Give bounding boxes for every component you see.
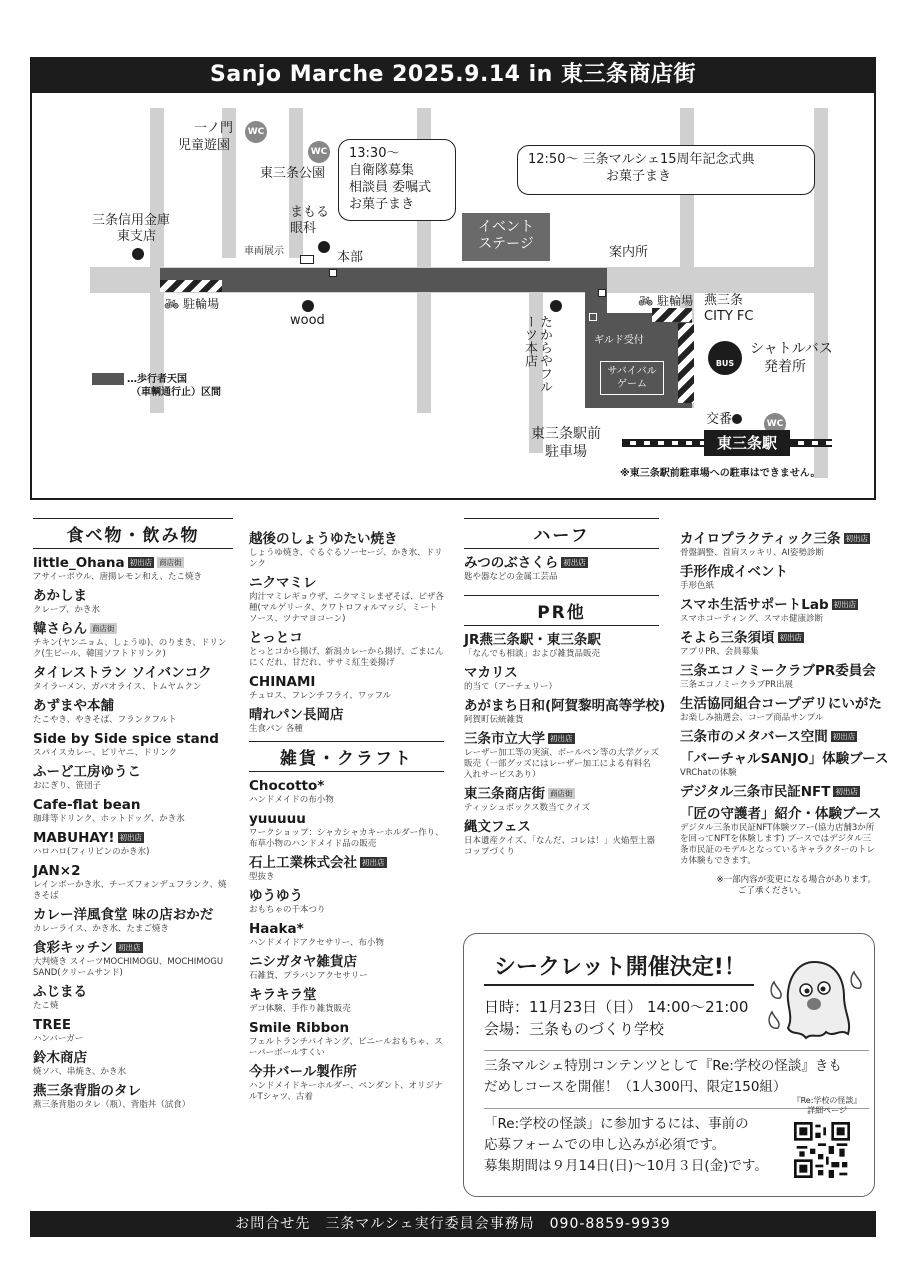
vendor-description: デコ体験、手作り雑貨販売	[249, 1004, 351, 1014]
label-takaraya: たからやフルーツ本店	[522, 315, 552, 393]
vendor-entry	[249, 707, 444, 735]
legend-swatch	[92, 373, 124, 385]
secret-event-box	[463, 933, 875, 1197]
qr-code-icon[interactable]	[794, 1122, 850, 1178]
station-label: 東三条駅	[704, 430, 790, 456]
vendor-description: 手形色紙	[680, 581, 715, 591]
label-citifc: 燕三条 CITY FC	[704, 293, 754, 324]
label-guild: ギルド受付	[594, 335, 644, 346]
vendor-description: たこ焼	[33, 1001, 59, 1011]
location-dot	[732, 414, 742, 424]
pr-heading: PR他	[464, 595, 659, 626]
vendor-entry	[249, 888, 444, 916]
vendor-name: 韓さらん 商店街	[33, 621, 115, 637]
vendor-name: 生活協同組合コープデリにいがた	[680, 696, 882, 712]
vendor-name: 晴れパン長岡店	[249, 707, 344, 723]
vendor-description: VRChatの体験	[680, 768, 737, 778]
vendor-name: 今井バール製作所	[249, 1064, 357, 1080]
vendor-entry	[249, 778, 444, 806]
vendor-entry	[680, 729, 876, 746]
vendor-description: 日本遺産クイズ、「なんだ、コレは！」火焔型土器コップづくり	[464, 836, 655, 857]
label-churinjo-left: 🚲︎ 駐輪場	[164, 297, 220, 311]
label-parking: 東三条駅前 駐車場	[531, 426, 601, 460]
vendor-name: タイレストラン ソイバンコク	[33, 665, 212, 681]
vendor-name: あずまや本舗	[33, 698, 114, 714]
vendor-description: デジタル三条市民証NFT体験ツアー(協力店舗3か所を回ってNFTを体験します) ブースではデジタル三条市民証のモデルとなっているキャラクターのトレカ体験もできます。	[680, 823, 875, 866]
event-map	[30, 93, 876, 500]
parking-note: ※東三条駅前駐車場への駐車はできません。	[620, 468, 821, 479]
contact-footer: お問合せ先 三条マルシェ実行委員会事務局 090-8859-9939	[30, 1211, 876, 1237]
vendor-name: ニシガタヤ雑貨店	[249, 954, 357, 970]
vendor-name: あかしま	[33, 588, 87, 604]
vendor-entry	[464, 555, 659, 583]
vendor-name: 石上工業株式会社 初出店	[249, 855, 385, 871]
label-shinkin: 三条信用金庫 東支店	[92, 213, 171, 244]
bicycle-icon: 🚲︎	[638, 294, 654, 308]
vendor-entry	[33, 1017, 233, 1045]
vendor-description: 石雑貨、プラバンアクセサリー	[249, 971, 368, 981]
vendor-entry	[33, 984, 233, 1012]
vendor-description: ハンドメイドアクセサリー、布小物	[249, 938, 384, 948]
vendor-entry	[249, 987, 444, 1015]
vendor-entry	[249, 1064, 444, 1103]
vendor-name: 鈴木商店	[33, 1050, 87, 1066]
vendor-name: スマホ生活サポートLab 初出店	[680, 597, 857, 613]
vendor-description: ワークショップ：シャカシャカキーホルダー作り、布草小物のハンドメイド品の販売	[249, 828, 444, 849]
vendor-name: カイロプラクティック三条 初出店	[680, 531, 869, 547]
vendor-entry	[464, 786, 659, 814]
vendor-entry	[249, 855, 444, 883]
secret-application: 「Re:学校の怪談」に参加するには、事前の 応募フォームでの申し込みが必須です。 募集期間は９月14日(日)〜10月３日(金)です。	[484, 1116, 768, 1174]
qr-label: 『Re:学校の怪談』 詳細ページ	[792, 1096, 862, 1115]
vendor-name: マカリス	[464, 665, 518, 681]
label-jido: 児童遊園	[178, 138, 231, 153]
first-store-badge: 初出店	[835, 787, 858, 796]
bicycle-icon: 🚲︎	[164, 297, 180, 311]
vendor-entry	[464, 698, 666, 726]
label-sharyo: 車両展示	[244, 246, 284, 257]
vendor-name: 食彩キッチン 初出店	[33, 940, 141, 956]
location-dot	[132, 248, 144, 260]
vendor-description: アプリPR、会員募集	[680, 647, 759, 657]
vendor-name: JAN×2	[33, 863, 81, 879]
label-honbu: 本部	[337, 250, 364, 265]
vendor-name: Smile Ribbon	[249, 1020, 350, 1036]
vendor-name: ゆうゆう	[249, 888, 303, 904]
vendor-description: チュロス、フレンチフライ、ワッフル	[249, 691, 392, 701]
vendor-entry	[33, 907, 233, 935]
label-koban: 交番	[706, 412, 733, 427]
first-store-badge: 初出店	[362, 858, 385, 867]
vendor-name: Haaka*	[249, 921, 304, 937]
vendor-entry	[680, 663, 876, 691]
vendor-entry	[680, 597, 876, 625]
vendor-entry	[249, 630, 444, 669]
vehicle-display-marker	[300, 255, 314, 264]
vendor-description: スマホコーティング、スマホ健康診断	[680, 614, 823, 624]
vendor-entry	[33, 764, 233, 792]
vendor-description: 生食パン 各種	[249, 724, 303, 734]
vendor-description: たこやき、やきそば、フランクフルト	[33, 715, 177, 725]
vendor-description: チキン(ヤンニョム、しょうゆ)、のりまき、ドリンク(生ビール、韓国ソフトドリンク)	[33, 638, 227, 659]
vendor-description: 「なんでも相談」および雑貨品販売	[464, 649, 601, 659]
vendor-description: カレーライス、かき氷、たまご焼き	[33, 924, 169, 934]
vendor-description: 三条エコノミークラブPR出展	[680, 680, 794, 690]
label-shuttle: シャトルバス 発着所	[750, 341, 833, 375]
vendor-entry	[33, 731, 233, 759]
vendor-entry	[33, 863, 233, 902]
vendor-name: みつのぶさくら 初出店	[464, 555, 586, 571]
vendor-entry	[33, 555, 233, 583]
vendor-entry	[464, 665, 659, 693]
change-note: ※一部内容が変更になる場合があります。 ご了承ください。	[716, 875, 876, 896]
first-store-badge: 初出店	[833, 600, 857, 609]
vendor-entry	[249, 531, 444, 570]
first-store-badge: 初出店	[563, 558, 586, 567]
half-heading: ハーフ	[464, 518, 659, 549]
bubble-jieitai: 13:30〜 自衛隊募集 相談員 委嘱式 お菓子まき	[338, 139, 456, 221]
label-annaijo: 案内所	[609, 245, 649, 260]
vendor-entry	[249, 1020, 444, 1059]
vendor-entry	[33, 698, 233, 726]
secret-venue: 会場：三条ものづくり学校	[484, 1020, 665, 1038]
location-dot	[318, 241, 330, 253]
vendor-description: おにぎり、笹団子	[33, 781, 102, 791]
legend-text: …歩行者天国 （車輌通行止）区間	[127, 374, 221, 398]
vendor-entry	[680, 806, 882, 867]
vendor-entry	[680, 564, 876, 592]
vendor-name: ふーど工房ゆうこ	[33, 764, 141, 780]
vendor-entry	[464, 819, 659, 858]
vendor-description: ハンドメイドの布小物	[249, 795, 334, 805]
page-title: Sanjo Marche 2025.9.14 in 東三条商店街	[30, 57, 876, 93]
vendor-description: フェルトランチバイキング、ビニールおもちゃ、スーパーボールすくい	[249, 1037, 443, 1058]
shotengai-badge: 商店街	[159, 558, 182, 567]
survival-game-area: サバイバル ゲーム	[600, 361, 664, 395]
vendor-entry	[249, 921, 444, 949]
vendor-entry	[249, 575, 444, 625]
vendor-description: スパイスカレー、ビリヤニ、ドリンク	[33, 748, 177, 758]
vendor-entry	[33, 665, 233, 693]
location-dot	[550, 300, 562, 312]
vendor-name: 「匠の守護者」紹介・体験ブース	[680, 806, 882, 822]
vendor-description: タイラーメン、ガパオライス、トムヤムクン	[33, 682, 202, 692]
vendor-entry	[33, 621, 233, 660]
honbu-marker	[329, 269, 337, 277]
vendor-entry	[680, 531, 876, 559]
vendor-name: 燕三条背脂のタレ	[33, 1083, 141, 1099]
wc-icon: WC	[764, 413, 786, 435]
event-stage: イベント ステージ	[462, 213, 550, 261]
vendor-name: Cafe-flat bean	[33, 797, 141, 813]
vendor-description: とっとコから揚げ、新潟カレーから揚げ、ごまにんにくだれ、甘だれ、ササミ紅生姜揚げ	[249, 647, 444, 668]
first-store-badge: 初出店	[832, 732, 856, 741]
vendor-name: 三条市立大学 初出店	[464, 731, 573, 747]
vendor-name: MABUHAY! 初出店	[33, 830, 143, 846]
vendor-entry	[680, 751, 889, 779]
first-store-badge: 初出店	[119, 833, 143, 842]
vendor-name: とっとコ	[249, 630, 303, 646]
vendor-description: 的当て（アーチェリー）	[464, 682, 557, 692]
vendor-entry	[464, 731, 659, 781]
vendor-entry	[249, 674, 444, 702]
vendor-entry	[33, 1050, 233, 1078]
vendor-name: CHINAMI	[249, 674, 316, 690]
vendor-description: 燕三条背脂のタレ（瓶）、背脂丼（試食）	[33, 1100, 191, 1110]
vendor-entry	[33, 830, 233, 858]
food-column	[33, 518, 233, 1116]
vendor-name: そよら三条須頃 初出店	[680, 630, 802, 646]
bus-icon: BUS	[708, 341, 742, 375]
vendor-name: yuuuuu	[249, 811, 306, 827]
vendor-description: レインボーかき氷、チーズフォンデュフランク、焼きそば	[33, 880, 227, 901]
secret-title: シークレット開催決定!！	[494, 955, 746, 980]
vendor-name: 三条エコノミークラブPR委員会	[680, 663, 876, 679]
vendor-entry	[249, 811, 444, 850]
wc-icon: WC	[245, 121, 267, 143]
craft-heading: 雑貨・クラフト	[249, 741, 444, 772]
vendor-name: デジタル三条市民証NFT 初出店	[680, 784, 858, 800]
guild-marker	[589, 313, 597, 321]
vendor-name: あがまち日和(阿賀黎明高等学校)	[464, 698, 666, 714]
vendor-description: おもちゃの千本つり	[249, 905, 326, 915]
vendor-name: 「バーチャルSANJO」体験ブース	[680, 751, 889, 767]
first-store-badge: 初出店	[129, 558, 153, 567]
vendor-name: ふじまる	[33, 984, 87, 1000]
label-wood: wood	[290, 313, 325, 328]
vendor-entry	[33, 797, 233, 825]
ghost-mascot-icon	[764, 952, 864, 1048]
vendor-name: Side by Side spice stand	[33, 731, 219, 747]
half-pr-column	[464, 518, 666, 863]
vendor-description: レーザー加工等の実演、ボールペン等の大学グッズ販売（一部グッズにはレーザー加工による有料名入れサービスあり）	[464, 748, 659, 780]
secret-date: 日時：11月23日（日） 14:00〜21:00	[484, 998, 749, 1016]
food-craft-column	[249, 531, 444, 1108]
vendor-name: TREE	[33, 1017, 72, 1033]
vendor-description: アサイーボウル、唐揚レモン和え、たこ焼き	[33, 572, 202, 582]
vendor-description: ハロハロ(フィリピンのかき氷)	[33, 847, 150, 857]
vendor-description: クレープ、かき氷	[33, 605, 100, 615]
label-ichinomon: 一ノ門	[194, 121, 234, 136]
vendor-name: 縄文フェス	[464, 819, 531, 835]
vendor-name: 手形作成イベント	[680, 564, 788, 580]
first-store-badge: 初出店	[550, 734, 573, 743]
vendor-description: 大判焼き スイーツMOCHIMOGU、MOCHIMOGU SAND(クリームサンド)	[33, 957, 224, 978]
pr-column-2	[680, 531, 889, 897]
vendor-description: ハンドメイドキーホルダー、ペンダント、オリジナルTシャツ、古着	[249, 1081, 443, 1102]
shotengai-badge: 商店街	[92, 624, 115, 633]
vendor-entry	[33, 588, 233, 616]
vendor-description: ハンバーガー	[33, 1034, 84, 1044]
annaijo-marker	[598, 289, 606, 297]
vendor-entry	[464, 632, 659, 660]
vendor-description: 阿賀町伝統雑貨	[464, 715, 524, 725]
vendor-description: しょうゆ焼き、ぐるぐるソーセージ、かき氷、ドリンク	[249, 548, 443, 569]
vendor-name: little_Ohana 初出店 商店街	[33, 555, 182, 571]
food-heading: 食べ物・飲み物	[33, 518, 233, 549]
vendor-name: キラキラ堂	[249, 987, 317, 1003]
vendor-entry	[249, 954, 444, 982]
vendor-description: お楽しみ抽選会、コープ商品サンプル	[680, 713, 824, 723]
vendor-entry	[680, 784, 876, 801]
label-mamoru: まもる 眼科	[290, 205, 330, 236]
vendor-name: 東三条商店街 商店街	[464, 786, 573, 802]
vendor-description: 肉汁マミレギョウザ、ニクマミレまぜそば、ピザ各種(マルゲリータ、クワトロフォルマッジ、ミートソース、ツナマヨコーン)	[249, 592, 444, 624]
vendor-description: 型抜き	[249, 872, 275, 882]
first-store-badge: 初出店	[845, 534, 869, 543]
vendor-description: 焼ソバ、串焼き、かき氷	[33, 1067, 126, 1077]
location-dot	[302, 300, 314, 312]
secret-description: 三条マルシェ特別コンテンツとして『Re:学校の怪談』きも だめしコースを開催！（1人300円、限定150組）	[484, 1058, 842, 1095]
vendor-name: ニクマミレ	[249, 575, 317, 591]
shotengai-badge: 商店街	[550, 789, 573, 798]
wc-icon: WC	[308, 141, 330, 163]
vendor-name: 三条市のメタバース空間 初出店	[680, 729, 856, 745]
vendor-description: 珈琲等ドリンク、ホットドッグ、かき氷	[33, 814, 185, 824]
vendor-entry	[680, 696, 882, 724]
vendor-name: カレー洋風食堂 味の店おかだ	[33, 907, 214, 923]
first-store-badge: 初出店	[779, 633, 802, 642]
vendor-description: 骨盤調整、首肩スッキリ、AI姿勢診断	[680, 548, 824, 558]
label-churinjo-right: 🚲︎ 駐輪場	[638, 294, 694, 308]
vendor-name: Chocotto*	[249, 778, 325, 794]
vendor-entry	[33, 940, 233, 979]
vendor-name: 越後のしょうゆたい焼き	[249, 531, 398, 547]
first-store-badge: 初出店	[118, 943, 141, 952]
vendor-description: ティッシュボックス数当てクイズ	[464, 803, 591, 813]
label-koen: 東三条公園	[260, 166, 326, 181]
bubble-ceremony: 12:50〜 三条マルシェ15周年記念式典 お菓子まき	[517, 145, 815, 195]
vendor-name: JR燕三条駅・東三条駅	[464, 632, 601, 648]
vendor-entry	[680, 630, 876, 658]
vendor-description: 匙や器などの金属工芸品	[464, 572, 558, 582]
vendor-entry	[33, 1083, 233, 1111]
